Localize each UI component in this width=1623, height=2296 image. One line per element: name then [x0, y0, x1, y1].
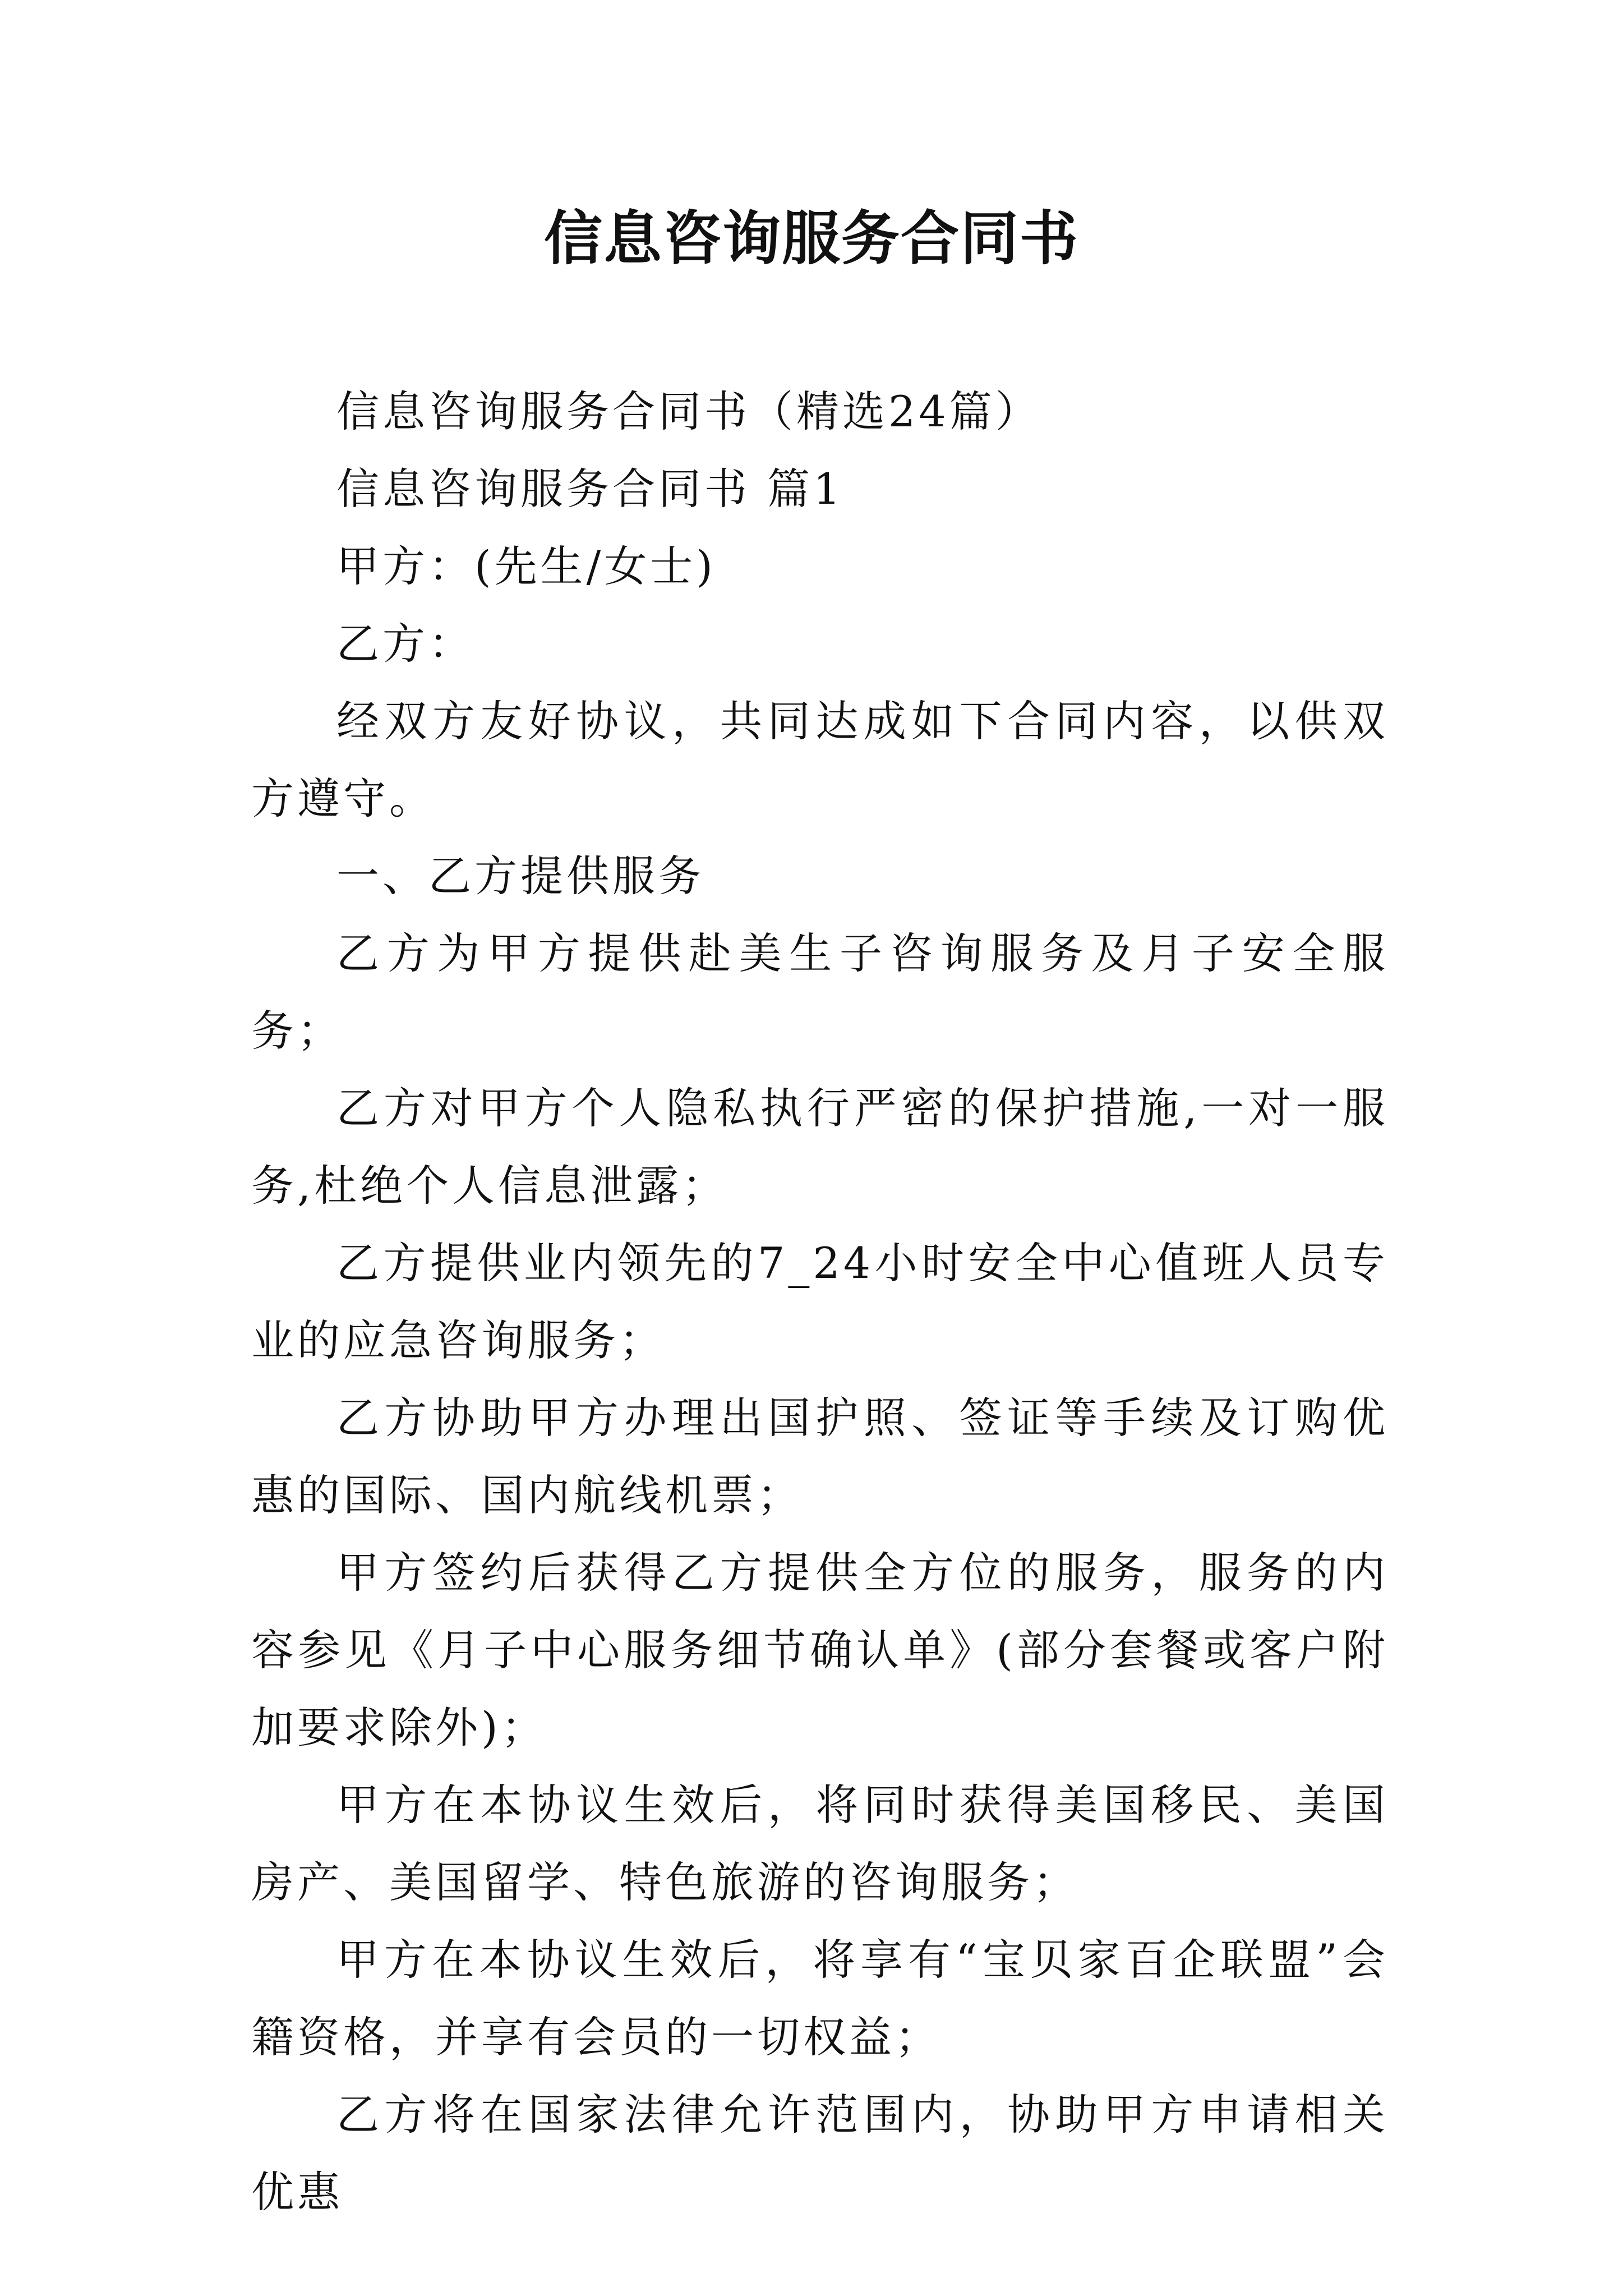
paragraph: 乙方提供业内领先的7_24小时安全中心值班人员专业的应急咨询服务；: [251, 1238, 1389, 1365]
paragraph: 乙方：: [336, 619, 474, 669]
paragraph: 一、乙方提供服务: [336, 851, 704, 901]
paragraph: 信息咨询服务合同书 篇1: [336, 464, 844, 514]
paragraph: 甲方在本协议生效后，将享有“宝贝家百企联盟”会籍资格，并享有会员的一切权益；: [251, 1935, 1389, 2062]
paragraph: 乙方协助甲方办理出国护照、签证等手续及订购优惠的国际、国内航线机票；: [251, 1393, 1389, 1520]
paragraph: 经双方友好协议，共同达成如下合同内容，以供双方遵守。: [251, 696, 1389, 823]
paragraph: 甲方：(先生/女士): [336, 541, 716, 591]
paragraph: 乙方将在国家法律允许范围内，协助甲方申请相关优惠: [251, 2090, 1389, 2217]
paragraph: 甲方签约后获得乙方提供全方位的服务，服务的内容参见《月子中心服务细节确认单》(部分套餐或客户附加要求除外)；: [251, 1548, 1389, 1752]
paragraph: 乙方为甲方提供赴美生子咨询服务及月子安全服务；: [251, 928, 1389, 1056]
paragraph: 信息咨询服务合同书（精选24篇）: [336, 386, 1041, 436]
document-body: [251, 373, 1389, 2231]
document-title: 信息咨询服务合同书: [543, 204, 1079, 273]
paragraph: 乙方对甲方个人隐私执行严密的保护措施,一对一服务,杜绝个人信息泄露；: [251, 1083, 1389, 1211]
paragraph: 甲方在本协议生效后，将同时获得美国移民、美国房产、美国留学、特色旅游的咨询服务；: [251, 1780, 1389, 1907]
